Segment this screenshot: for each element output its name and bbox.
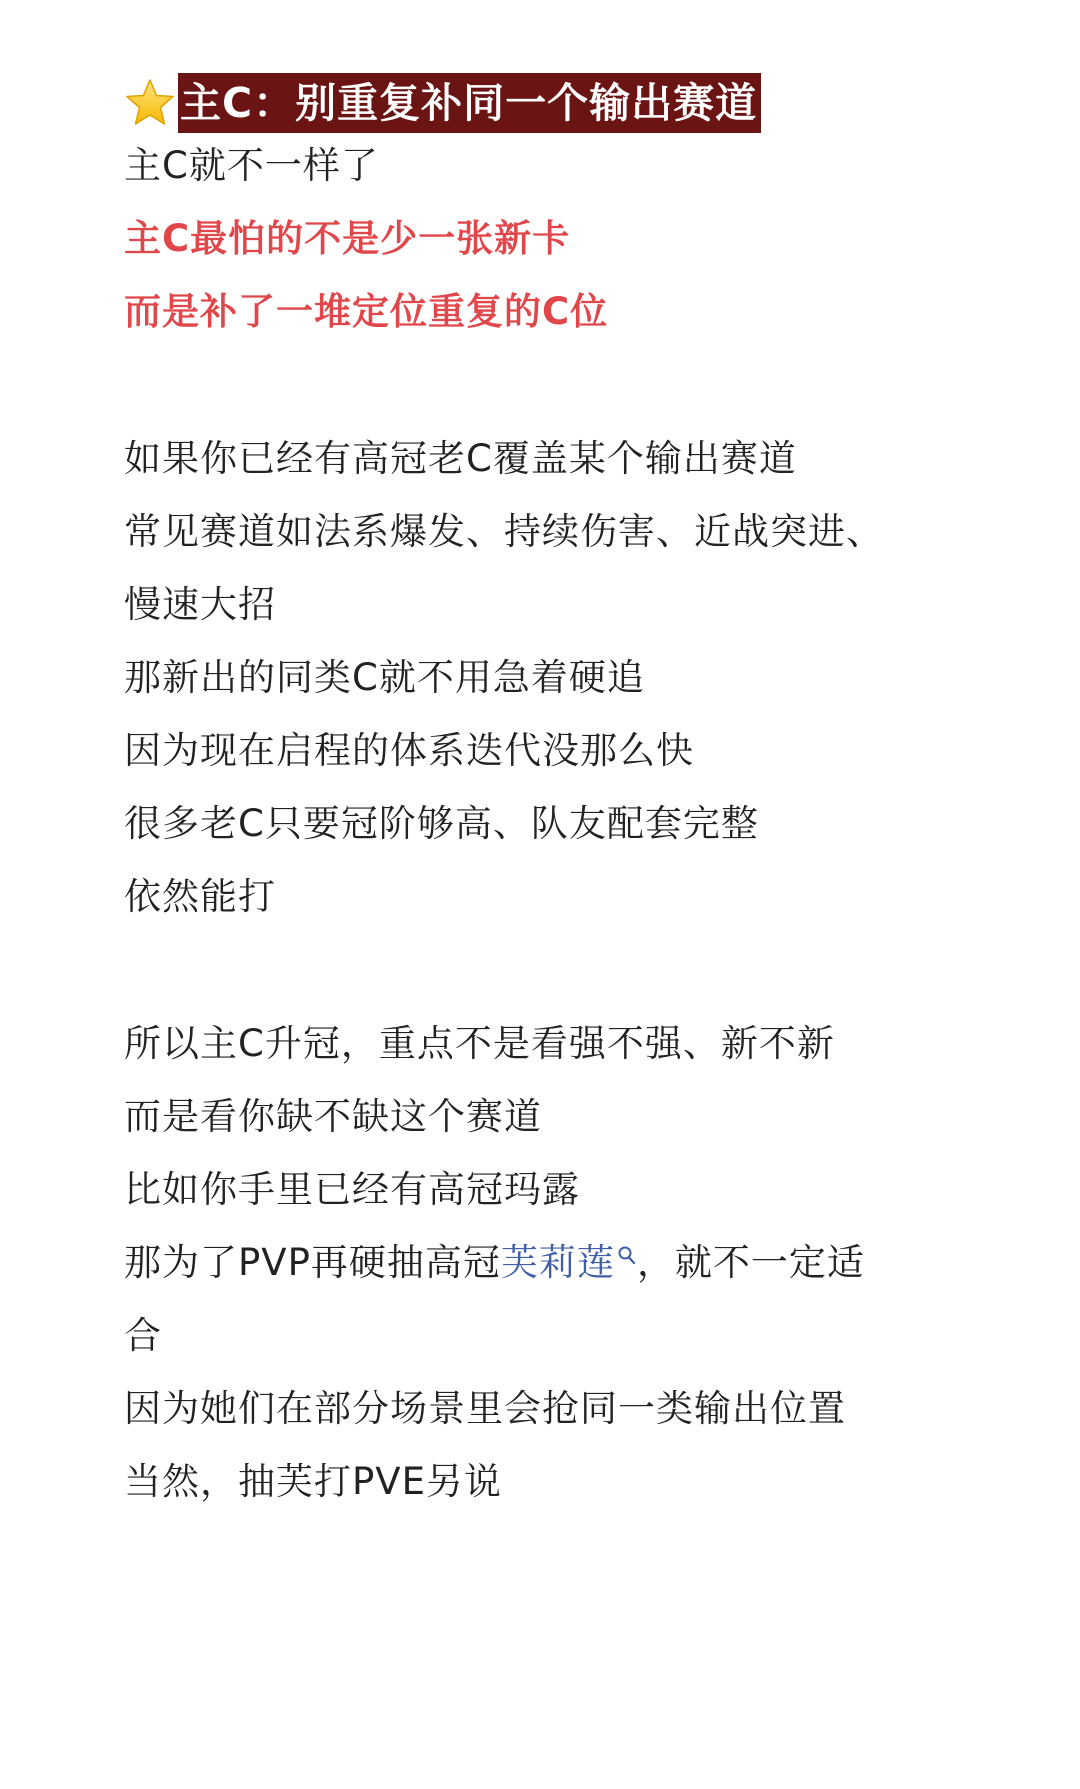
search-icon[interactable] bbox=[617, 1233, 637, 1257]
text-line: 慢速大招 bbox=[124, 583, 276, 626]
text-line: 那新出的同类C就不用急着硬追 bbox=[124, 656, 645, 699]
text-line: 因为现在启程的体系迭代没那么快 bbox=[124, 729, 694, 772]
text-line: 所以主C升冠，重点不是看强不强、新不新 bbox=[124, 1022, 835, 1065]
text-line: 合 bbox=[124, 1314, 162, 1357]
line-text-before-link: 那为了PVP再硬抽高冠 bbox=[124, 1241, 501, 1284]
emphasis-line: 主C最怕的不是少一张新卡 bbox=[124, 217, 571, 260]
text-line: 很多老C只要冠阶够高、队友配套完整 bbox=[124, 802, 759, 845]
text-line: 依然能打 bbox=[124, 875, 276, 918]
text-line: 主C就不一样了 bbox=[124, 144, 379, 187]
emphasis-line: 而是补了一堆定位重复的C位 bbox=[124, 290, 609, 333]
text-line: 当然，抽芙打PVE另说 bbox=[124, 1460, 503, 1503]
text-line-with-link bbox=[124, 1239, 865, 1287]
text-line: 常见赛道如法系爆发、持续伤害、近战突进、 bbox=[124, 510, 884, 553]
line-text-after-link: ，就不一定适 bbox=[636, 1241, 865, 1284]
section-heading bbox=[124, 70, 761, 136]
star-icon bbox=[124, 77, 176, 129]
search-link-label[interactable]: 芙莉莲 bbox=[500, 1241, 615, 1284]
text-line: 如果你已经有高冠老C覆盖某个输出赛道 bbox=[124, 437, 797, 480]
text-line: 因为她们在部分场景里会抢同一类输出位置 bbox=[124, 1387, 846, 1430]
text-line: 比如你手里已经有高冠玛露 bbox=[124, 1168, 580, 1211]
heading-text: 主C：别重复补同一个输出赛道 bbox=[178, 73, 761, 133]
search-link-frieren[interactable] bbox=[501, 1241, 637, 1284]
text-line: 而是看你缺不缺这个赛道 bbox=[124, 1095, 542, 1138]
